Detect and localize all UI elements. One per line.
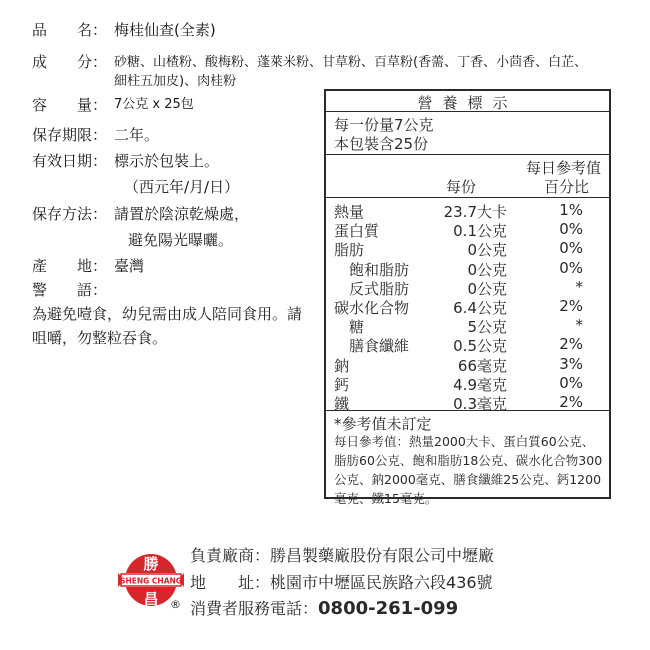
- row-expiry: [32, 151, 240, 196]
- hotline-line: [190, 596, 458, 619]
- nutrient-daily-value: 0%: [559, 220, 583, 239]
- divider: [326, 197, 609, 198]
- nutrient-row: [326, 239, 609, 258]
- nutrient-name: 鐵: [334, 395, 350, 413]
- logo-band-text: SHENG CHANG: [120, 576, 182, 586]
- divider: [326, 154, 609, 155]
- nutrient-name: 鈣: [334, 375, 350, 394]
- manufacturer-label: 負責廠商：: [190, 546, 271, 565]
- address-value: 桃園市中壢區民族路六段436號: [270, 573, 493, 592]
- divider: [326, 410, 609, 411]
- note-text: 每日參考值：熱量2000大卡、蛋白質60公克、脂肪60公克、飽和脂肪18公克、碳水化合物300公克、鈉2000毫克、膳食纖維25公克、鈣1200毫克、鐵15毫克。: [334, 434, 603, 506]
- row-ingredients: [32, 52, 588, 89]
- nutrient-per-serving: 5公克: [467, 318, 507, 337]
- nutrient-per-serving: 0公克: [467, 279, 507, 298]
- nutrient-name: 膳食纖維: [334, 337, 410, 356]
- warning-text: 為避免噎食，幼兒需由成人陪同食用。請咀嚼，勿整粒吞食。: [32, 305, 303, 347]
- row-name: [32, 20, 216, 41]
- storage-value1: 請置於陰涼乾燥處，: [114, 205, 250, 223]
- capacity-value: 7公克 x 25包: [114, 97, 194, 112]
- nutrient-per-serving: 66毫克: [457, 356, 507, 375]
- nutrient-name: 碳水化合物: [334, 299, 410, 317]
- nutrient-per-serving: 6.4公克: [453, 299, 507, 317]
- nutrition-title: 營養標示: [417, 94, 518, 112]
- storage-value2: 避免陽光曝曬。: [128, 231, 234, 249]
- note-title: *參考值未訂定: [334, 415, 432, 433]
- name-value: 梅桂仙查(全素): [114, 21, 216, 39]
- manufacturer-line: [190, 543, 494, 566]
- nutrient-per-serving: 23.7大卡: [443, 203, 507, 221]
- nutrient-daily-value: 0%: [559, 258, 583, 277]
- origin-value: 臺灣: [114, 257, 145, 275]
- nutrient-row: [326, 297, 609, 316]
- nutrient-daily-value: 2%: [559, 297, 583, 315]
- row-capacity: [32, 95, 194, 116]
- row-warning: [32, 280, 112, 301]
- daily-ref-header: 每日參考值: [525, 159, 601, 177]
- nutrient-name: 糖: [334, 318, 365, 337]
- divider: [326, 111, 609, 112]
- nutrient-daily-value: 0%: [559, 373, 583, 392]
- shelf-label: 保存期限：: [32, 126, 108, 144]
- ingredients-label: 成 分：: [32, 53, 108, 71]
- hotline-number: 0800-261-099: [318, 598, 459, 619]
- address-line: [190, 570, 493, 593]
- address-label: 地 址：: [190, 573, 271, 592]
- nutrient-per-serving: 0公克: [467, 241, 507, 260]
- nutrient-daily-value: 2%: [559, 393, 583, 411]
- nutrient-row: [326, 220, 609, 239]
- storage-label: 保存方法：: [32, 205, 108, 223]
- nutrient-row: [326, 335, 609, 354]
- origin-label: 產 地：: [32, 257, 108, 275]
- nutrition-table: [324, 89, 611, 506]
- nutrient-name: 脂肪: [334, 241, 365, 260]
- ingredients-line2: 細柱五加皮)、肉桂粉: [114, 74, 237, 89]
- nutrient-daily-value: 3%: [559, 354, 583, 373]
- capacity-label: 容 量：: [32, 96, 108, 114]
- nutrient-row: [326, 355, 609, 374]
- nutrient-per-serving: 0.3毫克: [453, 395, 507, 413]
- nutrient-name: 蛋白質: [334, 222, 380, 241]
- nutrient-per-serving: 0.5公克: [453, 337, 507, 356]
- manufacturer-value: 勝昌製藥廠股份有限公司中壢廠: [270, 546, 495, 565]
- nutrient-row: [326, 278, 609, 297]
- nutrient-name: 反式脂肪: [334, 279, 410, 298]
- name-label: 品 名：: [32, 21, 108, 39]
- expiry-value2: （西元年/月/日）: [124, 178, 240, 196]
- ingredients-line1: 砂糖、山楂粉、酸梅粉、蓬萊米粉、甘草粉、百草粉(香薷、丁香、小茴香、白芷、: [114, 55, 588, 70]
- shelf-value: 二年。: [114, 126, 160, 144]
- row-shelf-life: [32, 125, 160, 146]
- nutrient-row: [326, 316, 609, 335]
- nutrient-per-serving: 0公克: [467, 260, 507, 279]
- registered-mark: ®: [170, 598, 181, 611]
- nutrient-row: [326, 201, 609, 220]
- logo-top-char: 勝: [143, 555, 159, 573]
- warning-label: 警 語：: [32, 281, 108, 299]
- servings-per-package: 本包裝含25份: [334, 135, 429, 153]
- row-storage: [32, 204, 250, 249]
- nutrient-name: 鈉: [334, 356, 350, 375]
- logo-bottom-char: 昌: [143, 590, 159, 608]
- nutrient-daily-value: 1%: [559, 201, 583, 219]
- serving-size: 每一份量7公克: [334, 116, 434, 134]
- expiry-label: 有效日期：: [32, 152, 108, 170]
- nutrient-daily-value: 0%: [559, 239, 583, 258]
- per-serving-header: 每份: [446, 178, 477, 196]
- nutrient-per-serving: 4.9毫克: [453, 375, 507, 394]
- nutrient-daily-value: *: [575, 316, 583, 335]
- hotline-label: 消費者服務電話：: [190, 599, 319, 618]
- nutrient-per-serving: 0.1公克: [453, 222, 507, 241]
- percent-header: 百分比: [543, 178, 589, 196]
- nutrient-daily-value: *: [575, 277, 583, 296]
- nutrient-daily-value: 2%: [559, 335, 583, 354]
- expiry-value1: 標示於包裝上。: [114, 152, 220, 170]
- nutrient-row: [326, 259, 609, 278]
- nutrient-row: [326, 374, 609, 393]
- row-origin: [32, 256, 145, 277]
- nutrient-name: 飽和脂肪: [334, 260, 410, 279]
- nutrient-name: 熱量: [334, 203, 365, 221]
